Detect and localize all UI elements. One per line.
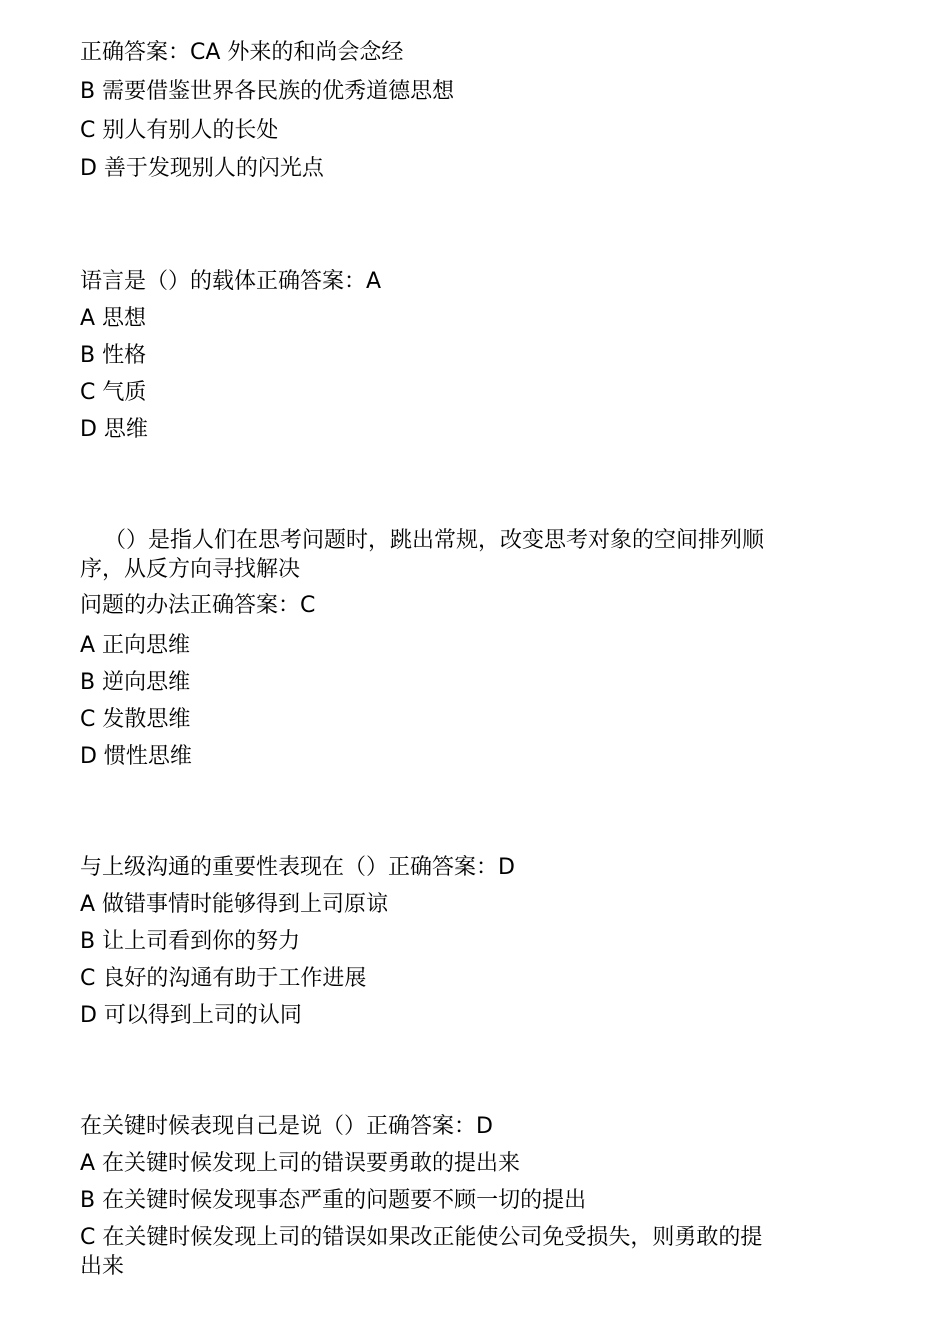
answer-line: 正确答案：CA 外来的和尚会念经: [80, 40, 404, 65]
question-stem-continued: 问题的办法正确答案：C: [80, 593, 316, 618]
option-b: B 让上司看到你的努力: [80, 929, 301, 954]
question-stem: 在关键时候表现自己是说（）正确答案：D: [80, 1114, 493, 1139]
option-d: D 善于发现别人的闪光点: [80, 156, 324, 181]
question-stem: 与上级沟通的重要性表现在（）正确答案：D: [80, 855, 515, 880]
question-stem-continued: 序，从反方向寻找解决: [80, 557, 301, 582]
option-d: D 思维: [80, 417, 148, 442]
option-c: C 在关键时候发现上司的错误如果改正能使公司免受损失，则勇敢的提: [80, 1225, 763, 1250]
option-b: B 性格: [80, 343, 147, 368]
option-d: D 惯性思维: [80, 744, 192, 769]
option-a: A 思想: [80, 306, 147, 331]
question-stem: （）是指人们在思考问题时，跳出常规，改变思考对象的空间排列顺: [104, 528, 765, 553]
option-a: A 正向思维: [80, 633, 191, 658]
option-a: A 做错事情时能够得到上司原谅: [80, 892, 389, 917]
option-c: C 良好的沟通有助于工作进展: [80, 966, 367, 991]
option-a: A 在关键时候发现上司的错误要勇敢的提出来: [80, 1151, 521, 1176]
option-d: D 可以得到上司的认同: [80, 1003, 302, 1028]
option-b: B 需要借鉴世界各民族的优秀道德思想: [80, 79, 455, 104]
option-c: C 气质: [80, 380, 147, 405]
option-c: C 发散思维: [80, 707, 191, 732]
option-c: C 别人有别人的长处: [80, 118, 279, 143]
option-b: B 逆向思维: [80, 670, 191, 695]
option-c-continued: 出来: [80, 1254, 125, 1279]
question-stem: 语言是（）的载体正确答案：A: [80, 269, 382, 294]
option-b: B 在关键时候发现事态严重的问题要不顾一切的提出: [80, 1188, 587, 1213]
